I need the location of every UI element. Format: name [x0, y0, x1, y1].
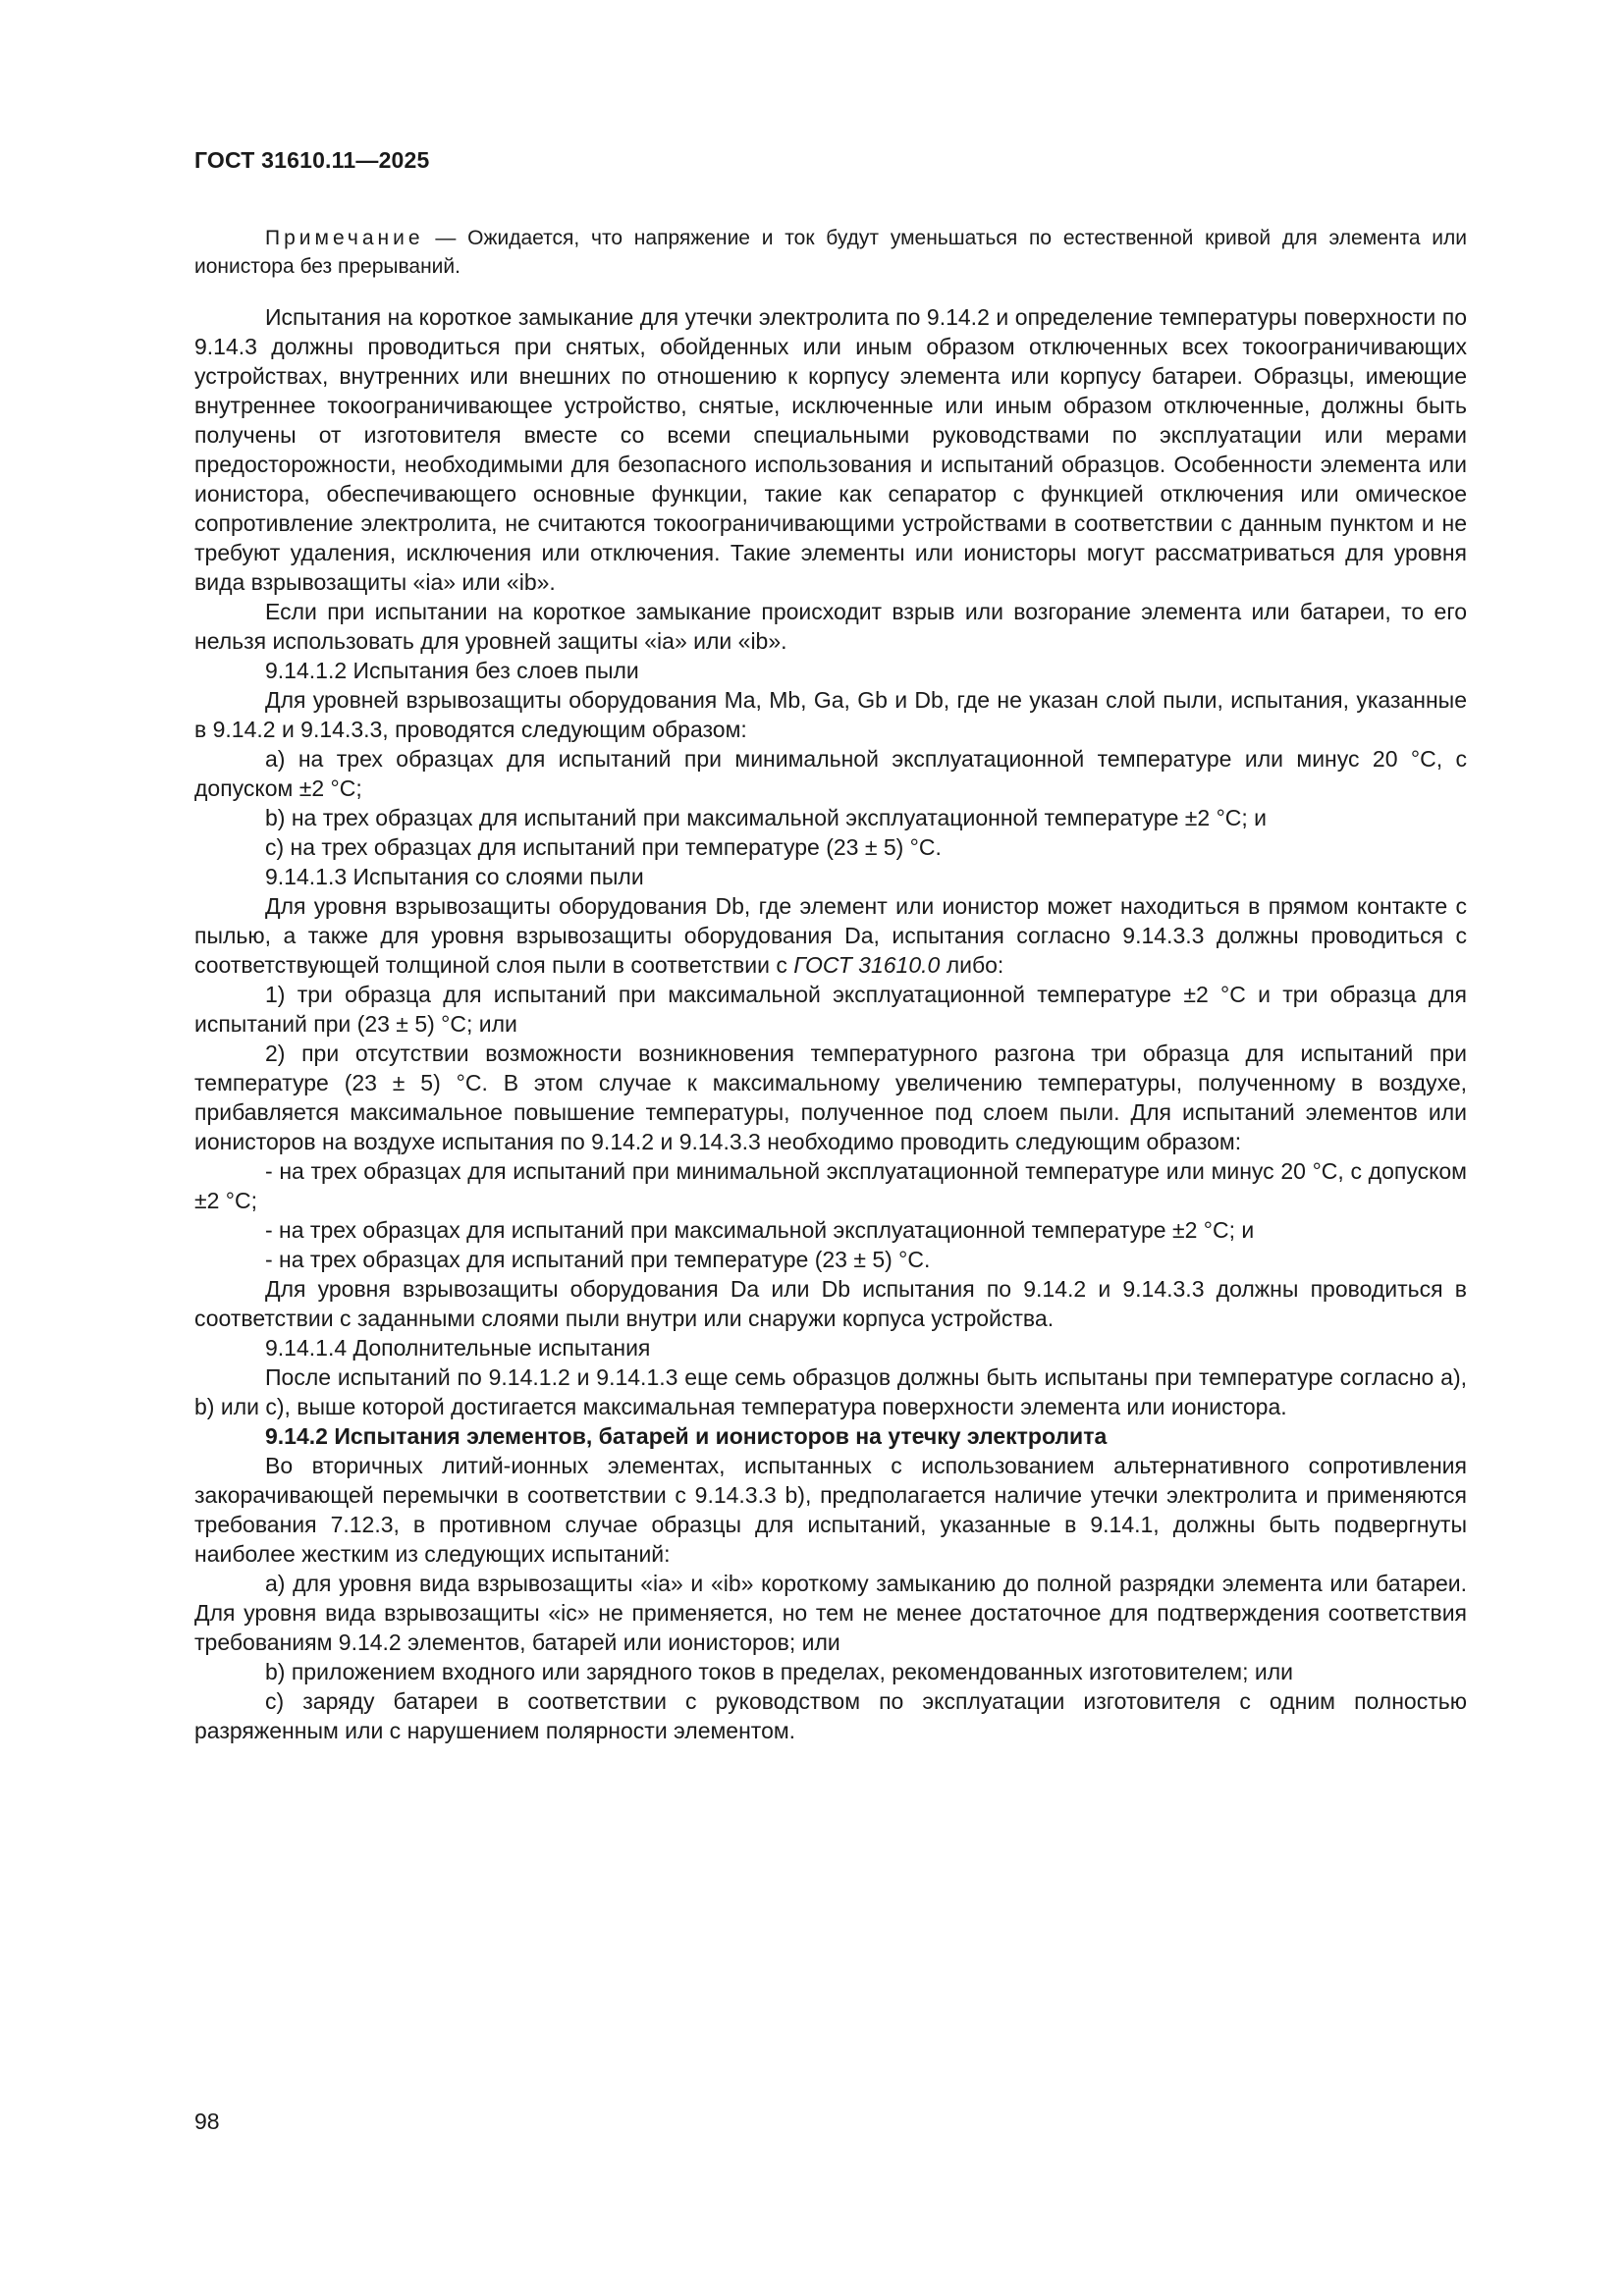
paragraph-text: либо:	[940, 952, 1004, 978]
list-item: - на трех образцах для испытаний при температуре (23 ± 5) °С.	[265, 1247, 931, 1272]
subsection-heading: 9.14.1.2 Испытания без слоев пыли	[265, 658, 639, 683]
list-item: 2) при отсутствии возможности возникновения температурного разгона три образца для испытаний при температуре (23 ± 5) °С. В этом случае к максимальному увеличению температуры, полученному в воздухе, прибавляется максимальное повышение температуры, полученное под слоем пыли. Для испытаний элементов или ионисторов на воздухе испытания по 9.14.2 и 9.14.3.3 необходимо проводить следующим образом:	[194, 1041, 1467, 1154]
note-paragraph	[194, 224, 1467, 281]
list-item: - на трех образцах для испытаний при минимальной эксплуатационной температуре или минус 20 °С, с допуском ±2 °С;	[194, 1158, 1467, 1213]
list-item: - на трех образцах для испытаний при максимальной эксплуатационной температуре ±2 °С; и	[265, 1217, 1255, 1243]
note-label: Примечание	[265, 227, 424, 249]
paragraph: После испытаний по 9.14.1.2 и 9.14.1.3 еще семь образцов должны быть испытаны при температуре согласно а), b) или с), выше которой достигается максимальная температура поверхности элемента или ионистора.	[194, 1364, 1467, 1419]
paragraph: Испытания на короткое замыкание для утечки электролита по 9.14.2 и определение температуры поверхности по 9.14.3 должны проводиться при снятых, обойденных или иным образом отключенных всех токоограничивающих устройствах, внутренних или внешних по отношению к корпусу элемента или корпусу батареи. Образцы, имеющие внутреннее токоограничивающее устройство, снятые, исключенные или иным образом отключенные, должны быть получены от изготовителя вместе со всеми специальными руководствами по эксплуатации или мерами предосторожности, необходимыми для безопасного использования и испытаний образцов. Особенности элемента или ионистора, обеспечивающего основные функции, такие как сепаратор с функцией отключения или омическое сопротивление электролита, не считаются токоограничивающими устройствами в соответствии с данным пунктом и не требуют удаления, исключения или отключения. Такие элементы или ионисторы могут рассматриваться для уровня вида взрывозащиты «ia» или «ib».	[194, 304, 1467, 595]
document-page	[194, 0, 1467, 2296]
standard-reference: ГОСТ 31610.0	[793, 952, 941, 978]
subsection-heading: 9.14.1.4 Дополнительные испытания	[265, 1335, 651, 1361]
paragraph: Если при испытании на короткое замыкание происходит взрыв или возгорание элемента или батареи, то его нельзя использовать для уровней защиты «ia» или «ib».	[194, 599, 1467, 654]
document-header: ГОСТ 31610.11—2025	[194, 147, 430, 173]
document-body	[194, 224, 1467, 1745]
section-heading: 9.14.2 Испытания элементов, батарей и ионисторов на утечку электролита	[265, 1423, 1108, 1449]
note-text: — Ожидается, что напряжение и ток будут уменьшаться по естественной кривой для элемента или ионистора без прерываний.	[194, 227, 1467, 278]
paragraph-text: Для уровня взрывозащиты оборудования Db, где элемент или ионистор может находиться в прямом контакте с пылью, а также для уровня взрывозащиты оборудования Da, испытания согласно 9.14.3.3 должны проводиться с соответствующей толщиной слоя пыли в соответствии с	[194, 893, 1467, 978]
page-number: 98	[194, 2109, 220, 2134]
list-item: b) на трех образцах для испытаний при максимальной эксплуатационной температуре ±2 °С; и	[265, 805, 1268, 830]
paragraph	[194, 891, 1467, 980]
list-item: b) приложением входного или зарядного токов в пределах, рекомендованных изготовителем; или	[265, 1659, 1293, 1684]
subsection-heading: 9.14.1.3 Испытания со слоями пыли	[265, 864, 644, 889]
paragraph: Для уровней взрывозащиты оборудования Ma, Mb, Ga, Gb и Db, где не указан слой пыли, испытания, указанные в 9.14.2 и 9.14.3.3, проводятся следующим образом:	[194, 687, 1467, 742]
list-item: с) на трех образцах для испытаний при температуре (23 ± 5) °С.	[265, 834, 942, 860]
paragraph: Во вторичных литий-ионных элементах, испытанных с использованием альтернативного сопротивления закорачивающей перемычки в соответствии с 9.14.3.3 b), предполагается наличие утечки электролита и применяются требования 7.12.3, в противном случае образцы для испытаний, указанные в 9.14.1, должны быть подвергнуты наиболее жестким из следующих испытаний:	[194, 1453, 1467, 1567]
list-item: а) для уровня вида взрывозащиты «ia» и «ib» короткому замыканию до полной разрядки элемента или батареи. Для уровня вида взрывозащиты «ic» не применяется, но тем не менее достаточное для подтверждения соответствия требованиям 9.14.2 элементов, батарей или ионисторов; или	[194, 1571, 1467, 1655]
paragraph: Для уровня взрывозащиты оборудования Da или Db испытания по 9.14.2 и 9.14.3.3 должны проводиться в соответствии с заданными слоями пыли внутри или снаружи корпуса устройства.	[194, 1276, 1467, 1331]
list-item: с) заряду батареи в соответствии с руководством по эксплуатации изготовителя с одним полностью разряженным или с нарушением полярности элементом.	[194, 1688, 1467, 1743]
list-item: 1) три образца для испытаний при максимальной эксплуатационной температуре ±2 °С и три образца для испытаний при (23 ± 5) °С; или	[194, 982, 1467, 1037]
list-item: а) на трех образцах для испытаний при минимальной эксплуатационной температуре или минус 20 °С, с допуском ±2 °С;	[194, 746, 1467, 801]
